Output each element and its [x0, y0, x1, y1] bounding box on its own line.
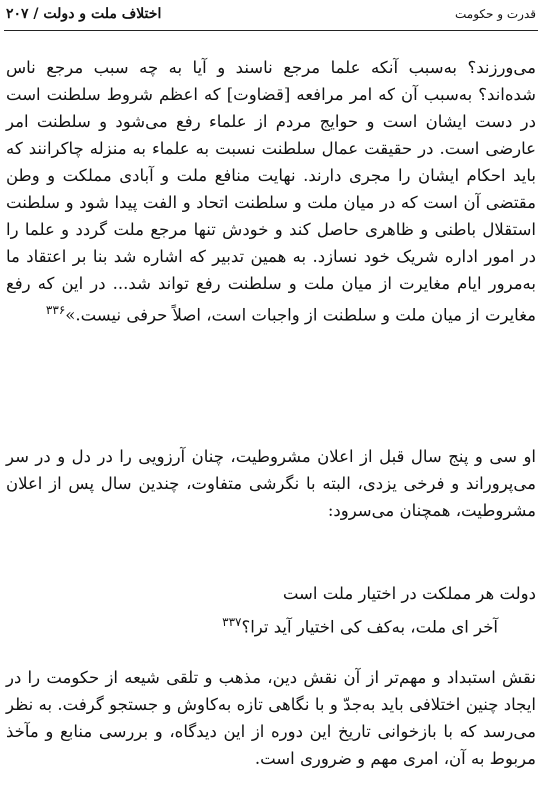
page-label: اختلاف ملت و دولت / ۲۰۷: [6, 6, 162, 22]
verse-line-1: دولت هر مملکت در اختیار ملت است: [282, 584, 536, 603]
paragraph-2: [6, 443, 536, 524]
verse-line-2-text: آخر ای ملت، به‌کف کی اختیار آید ترا؟: [241, 617, 498, 637]
running-header: [6, 2, 536, 26]
book-title: قدرت و حکومت: [454, 7, 536, 21]
footnote-marker-336: ۳۳۶: [45, 303, 66, 317]
header-rule: [4, 30, 538, 31]
paragraph-3-text: نقش استبداد و مهم‌تر از آن نقش دین، مذهب و تلقی شیعه از حکومت را در ایجاد چنین اختلافی باید به‌جدّ و با نگاهی تازه به‌کاوش و جستجو گرفت. به نظر می‌رسد که با بازخوانی تاریخ این دوره از این دیدگاه، و بررسی منابع و مآخذ مربوط به آن، امری مهم و ضروری است.: [6, 668, 536, 768]
quote-text: می‌ورزند؟ به‌سبب آنکه علما مرجع ناسند و آیا به چه سبب مرجع ناس شده‌اند؟ به‌سبب آن که امر مرافعه [قضاوت] که اعظم شروط سلطنت است در دست ایشان است و حوایج مردم از علماء رفع می‌شود و سلطنت امر عارضی است. در حقیقت عمال سلطنت نسبت به علماء به منزله چاکرانند که باید احکام ایشان را مجری دارند. نهایت منافع ملت و آبادی مملکت و وطن مقتضی آن است که در میان ملت و سلطنت اتحاد و الفت پیدا شود و سلطنت استقلال باطنی و ظاهری حاصل کند و خودش تنها مرجع ملت گردد و علما را در امور اداره شریک خود نسازد. به همین تدبیر که اشاره شد بنا بر اعتقاد ما به‌مرور ایام مغایرت از میان ملت و سلطنت رفع تواند شد... در این که رفع مغایرت از میان ملت و سلطنت از واجبات است، اصلاً حرفی نیست.»: [6, 58, 536, 325]
paragraph-3: [6, 664, 536, 772]
verse-line-2: [222, 608, 498, 642]
footnote-marker-337: ۳۳۷: [222, 615, 242, 629]
paragraph-2-text: او سی و پنج سال قبل از اعلان مشروطیت، چنان آرزویی را در دل و در سر می‌پروراند و فرخی یزدی، البته با نگرشی متفاوت، چندین سال پس از اعلان مشروطیت، همچنان می‌سرود:: [6, 447, 536, 520]
quoted-passage: [6, 54, 536, 329]
